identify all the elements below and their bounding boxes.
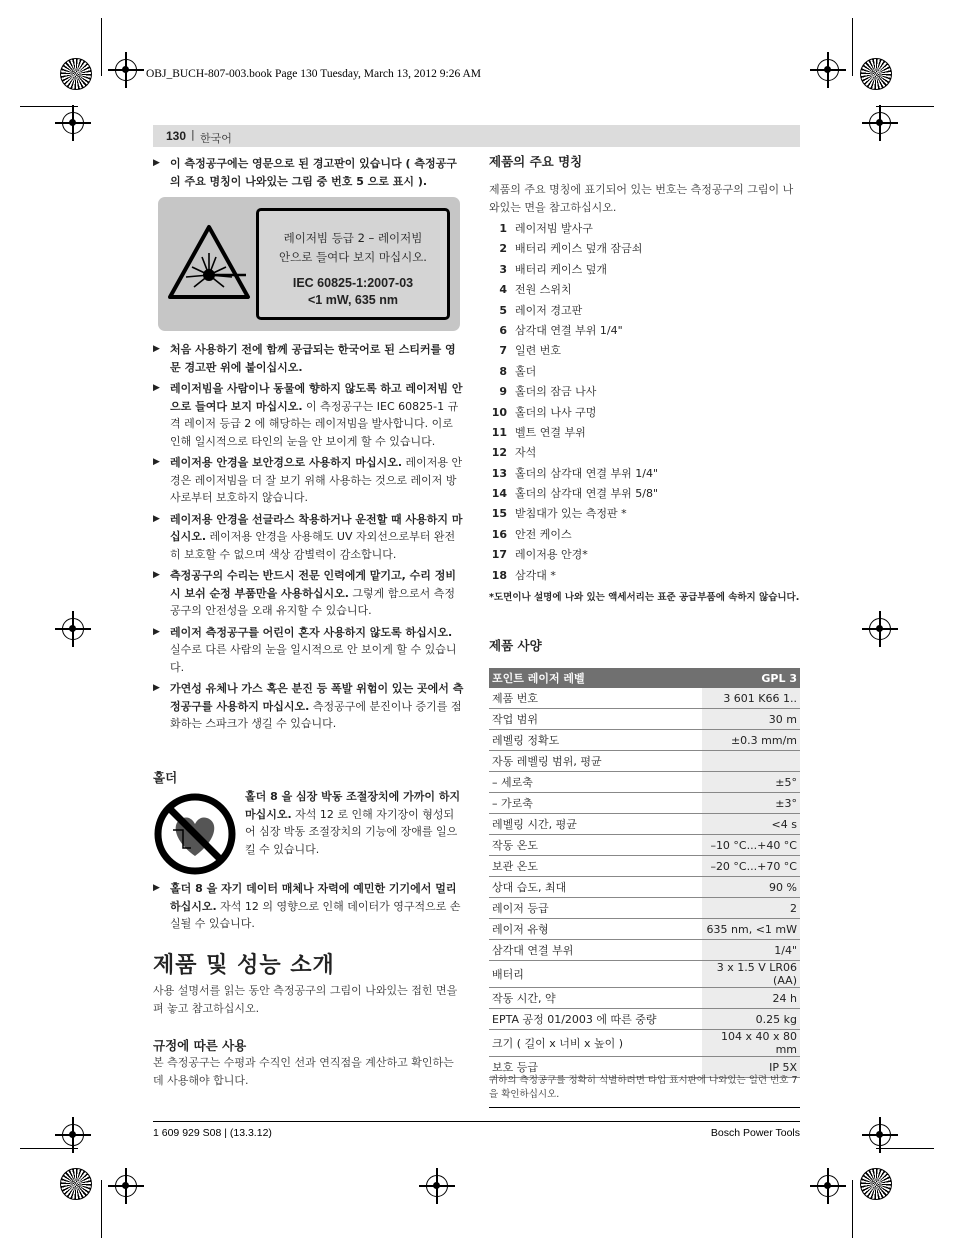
- part-number: 3: [499, 262, 507, 276]
- part-label: 레이저 경고판: [515, 303, 583, 317]
- part-item: [489, 566, 800, 586]
- spec-header-model: GPL 3: [702, 668, 800, 688]
- spec-value: –20 °C...+70 °C: [702, 856, 800, 877]
- bullet-bold: 처음 사용하기 전에 함께 공급되는 한국어로 된 스티커를 영문 경고판 위에 붙이십시오.: [170, 343, 456, 374]
- bullet-text: 레이저용 안경은 레이저빔을 더 잘 보기 위해 사용하는 것으로 레이저 방사로부터 보호하지 않습니다.: [170, 456, 463, 504]
- color-target-mark: [60, 1168, 92, 1200]
- part-label: 홀더의 삼각대 연결 부위 1/4": [515, 466, 659, 480]
- part-item: [489, 382, 800, 402]
- spec-value: 24 h: [702, 988, 800, 1009]
- crop-mark: [20, 1148, 78, 1149]
- usage-text: 본 측정공구는 수평과 수직인 선과 연직점을 계산하고 확인하는데 사용해야 합니다.: [153, 1056, 454, 1087]
- part-item: [489, 423, 800, 443]
- label-power: <1 mW, 635 nm: [308, 293, 398, 307]
- part-item: [489, 362, 800, 382]
- holder-warning-text: 자석 12 로 인해 자기장이 형성되어 심장 박동 조절장치의 기능에 장애를 일으킬 수 있습니다.: [245, 807, 458, 856]
- part-number: 1: [499, 222, 507, 235]
- crop-mark: [876, 106, 934, 107]
- spec-row: [489, 988, 800, 1009]
- footer-brand: Bosch Power Tools: [710, 1127, 800, 1139]
- spec-value: 90 %: [702, 877, 800, 898]
- part-label: 홀더의 나사 구멍: [515, 405, 597, 419]
- spec-row: [489, 814, 800, 835]
- safety-bullet: [153, 341, 464, 376]
- part-number: 10: [491, 405, 507, 419]
- parts-intro: 제품의 주요 명칭에 표기되어 있는 번호는 측정공구의 그림이 나와있는 면을 참고하십시오.: [489, 183, 794, 214]
- part-number: 11: [491, 425, 507, 439]
- part-label: 레이저빔 발사구: [515, 222, 593, 235]
- bullet-bold: 가연성 유체나 가스 혹은 분진 등 폭발 위험이 있는 곳에서 측정공구를 사용하지 마십시오.: [170, 682, 464, 713]
- header-language: 한국어: [200, 132, 232, 145]
- part-item: [489, 219, 800, 239]
- safety-bullet: [153, 567, 464, 620]
- spec-row: [489, 898, 800, 919]
- part-number: 6: [499, 323, 507, 337]
- part-number: 15: [491, 507, 507, 521]
- spec-value: 2: [702, 898, 800, 919]
- part-label: 홀더: [515, 364, 537, 378]
- part-item: [489, 280, 800, 300]
- spec-label: 레이저 등급: [489, 898, 702, 919]
- laser-warning-label: [158, 197, 460, 331]
- spec-row: [489, 1030, 800, 1057]
- spec-label: 상대 습도, 최대: [489, 877, 702, 898]
- spec-value: ±3°: [702, 793, 800, 814]
- part-label: 일련 번호: [515, 344, 562, 358]
- spec-row: [489, 730, 800, 751]
- registration-mark: [869, 1124, 891, 1146]
- warning-bullet: ▶ 이 측정공구에는 영문으로 된 경고판이 있습니다 ( 측정공구의 주요 명칭이 나와있는 그림 중 번호 5 으로 표시 ).: [153, 155, 464, 190]
- label-line-2: 안으로 들여다 보지 마십시오.: [279, 250, 427, 264]
- spec-row: [489, 940, 800, 961]
- bullet-text: 이 측정공구는 IEC 60825-1 규격 레이저 등급 2 에 해당하는 레이저빔을 발사합니다. 이로 인해 일시적으로 타인의 눈을 안 보이게 할 수 있습니다.: [170, 399, 459, 448]
- spec-label: 보호 등급: [489, 1057, 702, 1078]
- registration-mark: [115, 1175, 137, 1197]
- part-label: 벨트 연결 부위: [515, 425, 586, 439]
- spec-value: 635 nm, <1 mW: [702, 919, 800, 940]
- spec-value: 1/4": [702, 940, 800, 961]
- safety-bullet: [153, 624, 464, 677]
- color-target-mark: [860, 58, 892, 90]
- part-item: [489, 545, 800, 565]
- part-item: [489, 341, 800, 361]
- spec-label: – 세로축: [489, 772, 702, 793]
- spec-label: 보관 온도: [489, 856, 702, 877]
- registration-mark: [869, 112, 891, 134]
- spec-row: [489, 751, 800, 772]
- part-label: 배터리 케이스 덮개 잠금쇠: [515, 242, 643, 256]
- part-item: [489, 239, 800, 259]
- part-label: 전원 스위치: [515, 283, 572, 297]
- divider: [489, 1107, 800, 1108]
- holder-bullet: [153, 880, 464, 933]
- spec-row: [489, 856, 800, 877]
- registration-mark: [62, 112, 84, 134]
- spec-value: ±0.3 mm/m: [702, 730, 800, 751]
- spec-label: 자동 레벨링 범위, 평균: [489, 751, 702, 772]
- spec-value: 104 x 40 x 80 mm: [702, 1030, 800, 1057]
- spec-row: [489, 961, 800, 988]
- laser-warning-icon: [166, 223, 252, 301]
- page-number: 130: [166, 129, 187, 143]
- footer-rule: [153, 1121, 800, 1122]
- spec-label: 레벨링 정확도: [489, 730, 702, 751]
- bullet-bold: 레이저용 안경을 보안경으로 사용하지 마십시오.: [170, 456, 403, 469]
- spec-label: 작동 온도: [489, 835, 702, 856]
- bullet-bold: 홀더 8 을 자기 데이터 매체나 자력에 예민한 기기에서 멀리 하십시오.: [170, 882, 457, 913]
- bullet-text: 실수로 다른 사람의 눈을 일시적으로 안 보이게 할 수 있습니다.: [170, 643, 457, 674]
- label-line-1: 레이저빔 등급 2 – 레이저빔: [283, 231, 423, 245]
- header-separator: |: [191, 128, 195, 141]
- part-number: 17: [491, 548, 507, 562]
- registration-mark: [817, 1175, 839, 1197]
- part-number: 14: [491, 487, 507, 501]
- spec-row: [489, 1009, 800, 1030]
- spec-value: <4 s: [702, 814, 800, 835]
- part-number: 4: [499, 283, 507, 297]
- part-item: [489, 464, 800, 484]
- left-column: [153, 155, 464, 194]
- part-item: [489, 260, 800, 280]
- spec-table-header: [489, 668, 800, 688]
- registration-mark: [62, 1124, 84, 1146]
- spec-value: 30 m: [702, 709, 800, 730]
- registration-mark: [869, 618, 891, 640]
- part-number: 8: [499, 364, 507, 378]
- color-target-mark: [860, 1168, 892, 1200]
- part-label: 레이저용 안경*: [515, 548, 588, 562]
- spec-title: 제품 사양: [489, 638, 542, 653]
- part-number: 13: [491, 466, 507, 480]
- section-title: 제품 및 성능 소개: [153, 953, 335, 978]
- spec-row: [489, 877, 800, 898]
- spec-header-label: 포인트 레이저 레벨: [489, 668, 702, 688]
- bullet-bold: 레이저빔을 사람이나 동물에 향하지 않도록 하고 레이저빔 안으로 들여다 보지 마십시오.: [170, 382, 463, 413]
- part-label: 삼각대 *: [515, 568, 556, 582]
- part-item: [489, 484, 800, 504]
- holder-warning-bold: 홀더 8 을 심장 박동 조절장치에 가까이 하지 마십시오.: [245, 790, 461, 821]
- crop-mark: [852, 1180, 853, 1238]
- crop-mark: [101, 1180, 102, 1238]
- holder-bullet-block: [153, 880, 464, 937]
- bullet-bold: 측정공구의 수리는 반드시 전문 인력에게 맡기고, 수리 정비 시 보쉬 순정 부품만을 사용하십시오.: [170, 569, 457, 600]
- safety-bullet: [153, 454, 464, 507]
- crop-mark: [20, 106, 78, 107]
- spec-label: 제품 번호: [489, 688, 702, 709]
- part-label: 자석: [515, 446, 537, 460]
- safety-bullet: [153, 680, 464, 733]
- part-number: 2: [499, 242, 507, 256]
- part-label: 삼각대 연결 부위 1/4": [515, 323, 623, 337]
- section-text: 사용 설명서를 읽는 동안 측정공구의 그림이 나와있는 접힌 면을 펴 놓고 참고하십시오.: [153, 984, 458, 1015]
- bullet-text: 레이저용 안경을 사용해도 UV 자외선으로부터 완전히 보호할 수 없으며 색상 감별력이 감소합니다.: [170, 530, 456, 561]
- spec-value: 0.25 kg: [702, 1009, 800, 1030]
- spec-row: [489, 772, 800, 793]
- part-number: 5: [499, 303, 507, 317]
- spec-label: 레벨링 시간, 평균: [489, 814, 702, 835]
- spec-label: 배터리: [489, 961, 702, 988]
- part-item: [489, 443, 800, 463]
- crop-mark: [876, 1148, 934, 1149]
- crop-mark: [101, 18, 102, 76]
- crop-mark: [852, 18, 853, 76]
- footer-doc-number: 1 609 929 S08 | (13.3.12): [153, 1127, 272, 1139]
- spec-label: – 가로축: [489, 793, 702, 814]
- usage-title: 규정에 따른 사용: [153, 1038, 247, 1053]
- registration-mark: [62, 618, 84, 640]
- spec-value: 3 x 1.5 V LR06 (AA): [702, 961, 800, 988]
- pacemaker-prohibition-icon: [153, 792, 237, 876]
- spec-note: 귀하의 측정공구를 정확히 식별하려면 타입 표시판에 나와있는 일련 번호 7 을 확인하십시오.: [489, 1075, 798, 1100]
- spec-row: [489, 919, 800, 940]
- parts-title: 제품의 주요 명칭: [489, 154, 583, 169]
- color-target-mark: [60, 58, 92, 90]
- spec-label: 작업 범위: [489, 709, 702, 730]
- bullet-text: 자석 12 의 영향으로 인해 데이터가 영구적으로 손실될 수 있습니다.: [170, 899, 461, 930]
- part-number: 9: [499, 385, 507, 399]
- part-label: 홀더의 삼각대 연결 부위 5/8": [515, 487, 659, 501]
- spec-label: 작동 시간, 약: [489, 988, 702, 1009]
- safety-bullet: [153, 511, 464, 564]
- part-number: 7: [499, 344, 507, 358]
- page-header: [153, 125, 800, 147]
- registration-mark: [426, 1175, 448, 1197]
- spec-value: IP 5X: [702, 1057, 800, 1078]
- part-number: 12: [491, 446, 507, 460]
- spec-table: [489, 668, 800, 1078]
- part-label: 배터리 케이스 덮개: [515, 262, 608, 276]
- safety-bullet: [153, 380, 464, 450]
- part-label: 안전 케이스: [515, 527, 572, 541]
- part-item: [489, 301, 800, 321]
- bullet-text: 측정공구에 분진이나 증기를 점화하는 스파크가 생길 수 있습니다.: [170, 699, 462, 730]
- part-label: 받침대가 있는 측정판 *: [515, 507, 627, 521]
- spec-row: [489, 793, 800, 814]
- spec-label: EPTA 공정 01/2003 에 따른 중량: [489, 1009, 702, 1030]
- bullet-bold: 레이저 측정공구를 어린이 혼자 사용하지 않도록 하십시오.: [170, 625, 453, 639]
- part-number: 16: [491, 527, 507, 541]
- spec-value: [702, 751, 800, 772]
- parts-list: [489, 219, 800, 586]
- spec-label: 레이저 유형: [489, 919, 702, 940]
- spec-label: 삼각대 연결 부위: [489, 940, 702, 961]
- part-number: 18: [491, 568, 507, 582]
- bullet-text: 그렇게 함으로서 측정공구의 안전성을 오래 유지할 수 있습니다.: [170, 586, 456, 617]
- label-warning-text: [259, 229, 447, 309]
- registration-mark: [817, 59, 839, 81]
- book-info: OBJ_BUCH-807-003.book Page 130 Tuesday, March 13, 2012 9:26 AM: [146, 68, 481, 80]
- label-standard: IEC 60825-1:2007-03: [292, 276, 414, 290]
- part-item: [489, 403, 800, 423]
- part-item: [489, 525, 800, 545]
- registration-mark: [115, 59, 137, 81]
- bullet-bold: 레이저용 안경을 선글라스 착용하거나 운전할 때 사용하지 마십시오.: [170, 512, 463, 543]
- label-textbox: [256, 208, 450, 320]
- safety-bullets: [153, 341, 464, 737]
- accessory-footnote: *도면이나 설명에 나와 있는 액세서리는 표준 공급부품에 속하지 않습니다.: [489, 592, 800, 603]
- part-label: 홀더의 잠금 나사: [515, 385, 597, 399]
- spec-row: [489, 688, 800, 709]
- spec-value: –10 °C...+40 °C: [702, 835, 800, 856]
- spec-row: [489, 709, 800, 730]
- spec-row: [489, 835, 800, 856]
- part-item: [489, 321, 800, 341]
- spec-value: 3 601 K66 1..: [702, 688, 800, 709]
- spec-value: ±5°: [702, 772, 800, 793]
- holder-warning: [245, 788, 464, 858]
- holder-title: 홀더: [153, 770, 178, 785]
- spec-label: 크기 ( 길이 x 너비 x 높이 ): [489, 1030, 702, 1057]
- part-item: [489, 504, 800, 524]
